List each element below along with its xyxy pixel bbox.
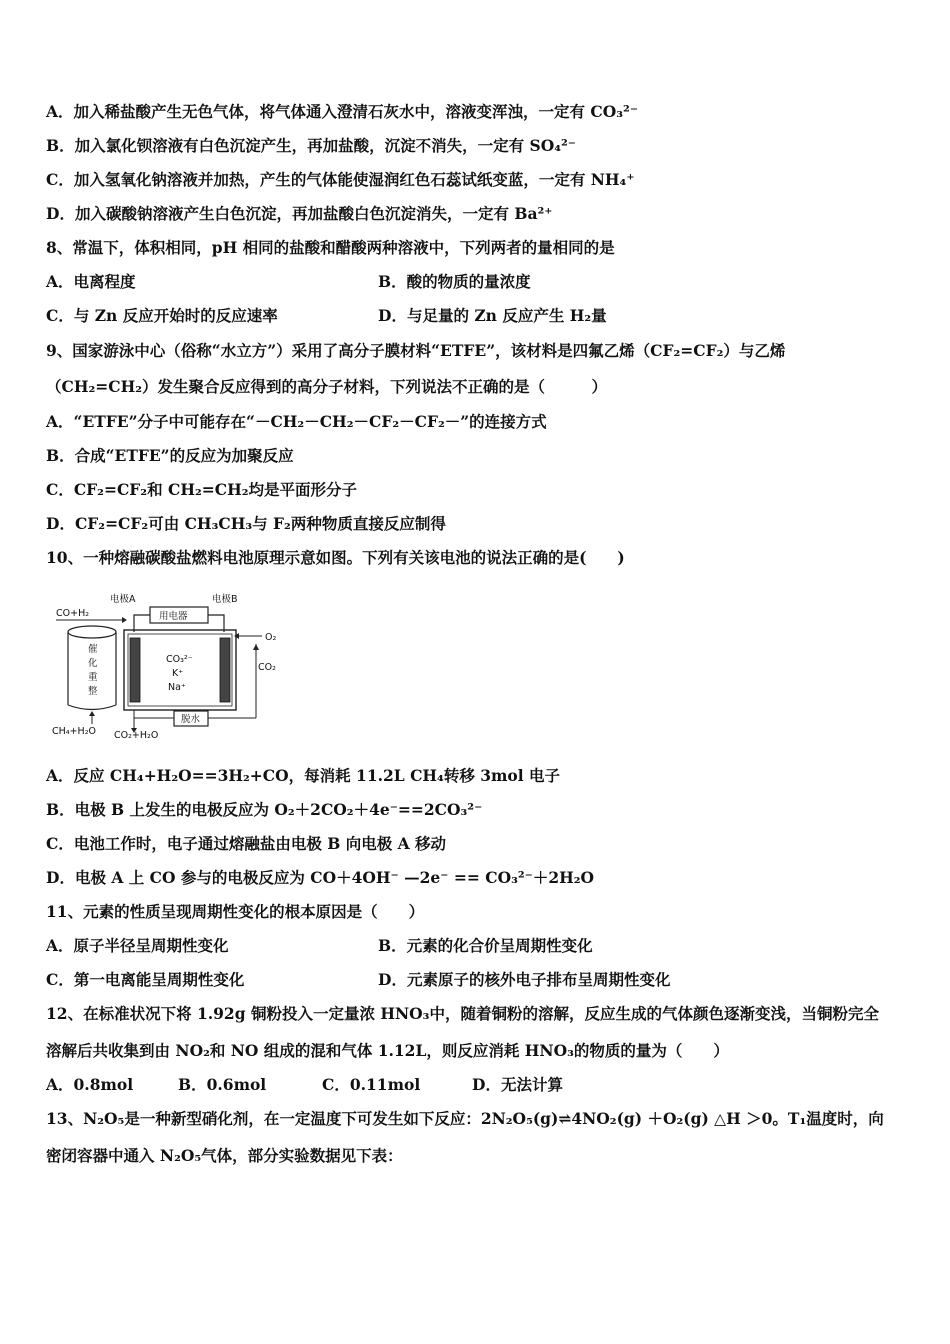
q9-stem-line1: 9、国家游泳中心（俗称“水立方”）采用了高分子膜材料“ETFE”，该材料是四氟乙烯（CF₂=CF₂）与乙烯 [46,341,786,360]
q9-stem-line2: （CH₂=CH₂）发生聚合反应得到的高分子材料，下列说法不正确的是（ ） [46,377,608,396]
q10-option-d: D．电极 A 上 CO 参与的电极反应为 CO＋4OH⁻ —2e⁻ == CO₃²⁻＋2H₂O [46,868,595,887]
q10-option-b: B．电极 B 上发生的电极反应为 O₂＋2CO₂＋4e⁻==2CO₃²⁻ [46,800,483,819]
q10-stem: 10、一种熔融碳酸盐燃料电池原理示意如图。下列有关该电池的说法正确的是( ) [46,548,625,567]
q13-stem-line2: 密闭容器中通入 N₂O₅气体，部分实验数据见下表： [46,1146,403,1165]
q12-option-c: C．0.11mol [322,1075,421,1094]
q9-option-a: A．“ETFE”分子中可能存在“－CH₂－CH₂－CF₂－CF₂－”的连接方式 [46,412,547,431]
ion-sodium: Na⁺ [168,682,186,693]
q8-option-a: A．电离程度 [46,272,136,291]
input-o2-label: O₂ [265,632,277,643]
q7-option-b: B．加入氯化钡溶液有白色沉淀产生，再加盐酸，沉淀不消失，一定有 SO₄²⁻ [46,136,576,155]
q12-stem-line1: 12、在标准状况下将 1.92g 铜粉投入一定量浓 HNO₃中，随着铜粉的溶解，反应生成的气体颜色逐渐变浅，当铜粉完全 [46,1004,879,1023]
q9-option-b: B．合成“ETFE”的反应为加聚反应 [46,446,294,465]
input-co-h2-label: CO+H₂ [56,608,90,619]
reformer-char-1: 催 [88,644,98,655]
q11-option-d: D．元素原子的核外电子排布呈周期性变化 [378,970,671,989]
arrow-co-h2 [122,617,127,623]
q7-option-a: A．加入稀盐酸产生无色气体，将气体通入澄清石灰水中，溶液变浑浊，一定有 CO₃²⁻ [46,102,639,121]
ion-carbonate: CO₃²⁻ [166,654,193,665]
q13-stem-line1: 13、N₂O₅是一种新型硝化剂，在一定温度下可发生如下反应：2N₂O₅(g)⇌4NO₂(g) ＋O₂(g) △H ＞0。T₁温度时，向 [46,1109,884,1128]
q12-stem-line2: 溶解后共收集到由 NO₂和 NO 组成的混和气体 1.12L，则反应消耗 HNO₃的物质的量为（ ） [46,1041,729,1060]
q8-option-c: C．与 Zn 反应开始时的反应速率 [46,306,278,325]
reformer-char-3: 重 [88,672,98,683]
arrow-co2 [253,644,259,650]
q8-stem: 8、常温下，体积相同，pH 相同的盐酸和醋酸两种溶液中，下列两者的量相同的是 [46,238,615,257]
reformer-bottom [68,705,116,710]
q12-option-b: B．0.6mol [178,1075,267,1094]
electrode-b-label: 电极B [212,594,238,605]
reformer-char-4: 整 [88,686,98,697]
q9-option-d: D．CF₂=CF₂可由 CH₃CH₃与 F₂两种物质直接反应制得 [46,514,446,533]
feed-label: CH₄+H₂O [52,726,96,737]
q8-option-d: D．与足量的 Zn 反应产生 H₂量 [378,306,607,325]
q7-option-c: C．加入氢氧化钠溶液并加热，产生的气体能使湿润红色石蕊试纸变蓝，一定有 NH₄⁺ [46,170,635,189]
exhaust-label: CO₂+H₂O [114,730,159,740]
reformer-top [68,626,116,638]
q8-option-b: B．酸的物质的量浓度 [378,272,531,291]
q11-option-b: B．元素的化合价呈周期性变化 [378,936,593,955]
electrode-a-label: 电极A [110,594,136,605]
q12-option-a: A．0.8mol [46,1075,134,1094]
electrode-a [130,638,140,702]
fuel-cell-svg [48,590,293,740]
reformer-char-2: 化 [88,658,98,669]
appliance-label: 用电器 [159,611,188,622]
pipe-exhaust [134,710,174,718]
q12-option-d: D．无法计算 [472,1075,563,1094]
fuel-cell-diagram [48,590,293,740]
q11-stem: 11、元素的性质呈现周期性变化的根本原因是（ ） [46,902,425,921]
arrow-feed [89,711,95,716]
q10-option-c: C．电池工作时，电子通过熔融盐由电极 B 向电极 A 移动 [46,834,447,853]
q7-option-d: D．加入碳酸钠溶液产生白色沉淀，再加盐酸白色沉淀消失，一定有 Ba²⁺ [46,204,553,223]
electrode-b [220,638,230,702]
ion-potassium: K⁺ [172,668,184,679]
q10-option-a: A．反应 CH₄+H₂O==3H₂+CO，每消耗 11.2L CH₄转移 3mol 电子 [46,766,561,785]
q9-option-c: C．CF₂=CF₂和 CH₂=CH₂均是平面形分子 [46,480,358,499]
q11-option-c: C．第一电离能呈周期性变化 [46,970,245,989]
dehydrate-label: 脱水 [181,714,201,725]
co2-label: CO₂ [258,662,276,673]
q11-option-a: A．原子半径呈周期性变化 [46,936,229,955]
